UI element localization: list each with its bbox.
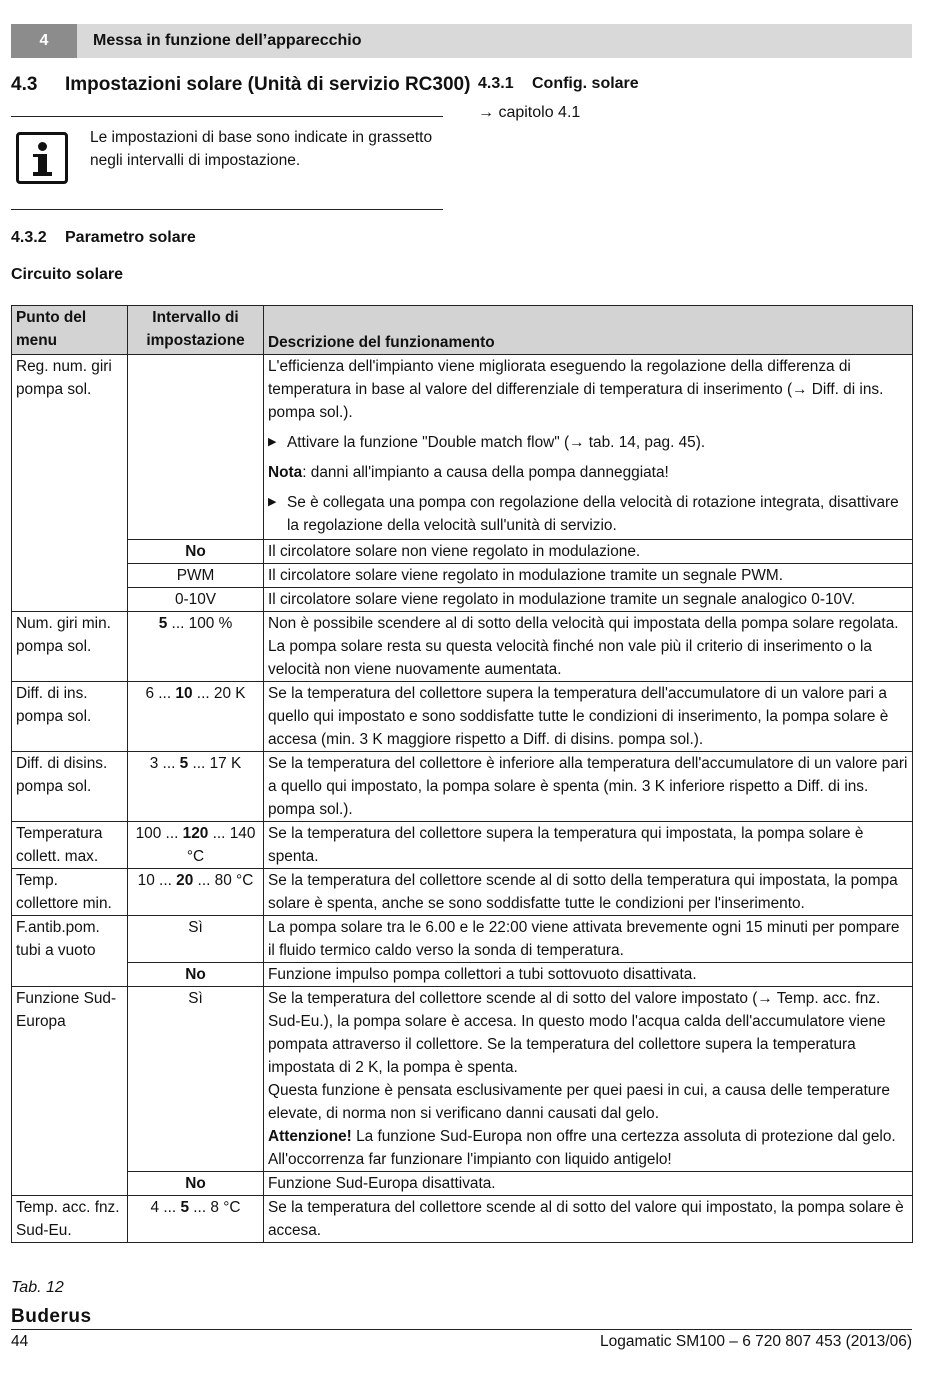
section-number: 4.3.2 [11, 229, 47, 246]
description-cell: Funzione impulso pompa collettori a tubi sottovuoto disattivata. [264, 963, 913, 987]
bullet-triangle-icon: ▶ [268, 436, 277, 448]
section-4-3-heading [11, 74, 470, 96]
description-cell: Se la temperatura del collettore è inferiore alla temperatura dell'accumulatore di un valore pari a quello qui impostato, la pompa solare è spenta (min. 3 K inferiore rispetto a Diff. di ins. pompa sol.). [264, 752, 913, 822]
description-cell: Non è possibile scendere al di sotto della velocità qui impostata della pompa solare regolata. La pompa solare resta su questa velocità finché non vale più il criterio di inserimento o la velocità non viene nuovamente aumentata. [264, 612, 913, 682]
default-value: 5 [158, 615, 168, 632]
description-cell [264, 987, 913, 1172]
description-text: L'efficienza dell'impianto viene migliorata eseguendo la regolazione della differenza di temperatura in base al valore del differenziale di temperatura di inserimento (→ Diff. di ins. pompa sol.). [268, 358, 884, 421]
footer-divider [11, 1329, 912, 1330]
value-cell [128, 355, 264, 540]
table-row [12, 564, 913, 588]
description-cell: Funzione Sud-Europa disattivata. [264, 1172, 913, 1196]
value-cell: 0-10V [128, 588, 264, 612]
range-max: ... 80 °C [193, 872, 254, 889]
info-icon [16, 132, 68, 184]
section-title: Impostazioni solare (Unità di servizio RC300) [65, 74, 471, 95]
chapter-header [11, 24, 912, 58]
document-reference: Logamatic SM100 – 6 720 807 453 (2013/06) [600, 1333, 912, 1350]
value-cell: Sì [128, 987, 264, 1172]
range-max: ... 100 % [167, 615, 233, 632]
warning-text [268, 1125, 908, 1171]
table-row [12, 612, 913, 682]
info-text: Le impostazioni di base sono indicate in grassetto negli intervalli di impostazione. [90, 129, 433, 169]
description-cell: Il circolatore solare non viene regolato in modulazione. [264, 540, 913, 564]
range-min: 10 ... [137, 872, 177, 889]
table-row [12, 752, 913, 822]
table-header-row [12, 306, 913, 355]
range-min: 3 ... [149, 755, 180, 772]
default-value: 20 [176, 872, 194, 889]
table-row [12, 540, 913, 564]
section-4-3-1-heading [478, 75, 639, 93]
parameter-table [11, 305, 913, 1243]
chapter-number: 4 [11, 24, 77, 58]
header-menu: Punto del menu [12, 306, 128, 355]
header-description: Descrizione del funzionamento [264, 306, 913, 355]
chapter-title: Messa in funzione dell’apparecchio [93, 32, 362, 49]
table-row [12, 682, 913, 752]
warning-label: Attenzione! [268, 1128, 352, 1145]
description-cell: La pompa solare tra le 6.00 e le 22:00 viene attivata brevemente ogni 15 minuti per pompare il fluido termico caldo verso la sonda di temperatura. [264, 916, 913, 963]
section-4-3-2-heading [11, 229, 196, 247]
brand-logo: Buderus [11, 1306, 92, 1327]
info-box [11, 116, 443, 210]
range-max: ... 8 °C [189, 1199, 241, 1216]
description-cell: Il circolatore solare viene regolato in modulazione tramite un segnale analogico 0-10V. [264, 588, 913, 612]
note-label: Nota [268, 464, 303, 481]
range-max: ... 20 K [192, 685, 246, 702]
range-min: 6 ... [145, 685, 176, 702]
value-cell [128, 822, 264, 869]
menu-cell: Temperatura collett. max. [12, 822, 128, 869]
description-cell: Se la temperatura del collettore scende al di sotto del valore qui impostato, la pompa solare è accesa. [264, 1196, 913, 1243]
description-cell: Se la temperatura del collettore supera la temperatura qui impostata, la pompa solare è spenta. [264, 822, 913, 869]
value-cell [128, 752, 264, 822]
range-max: ... 140 °C [186, 825, 256, 865]
bullet-triangle-icon: ▶ [268, 496, 277, 508]
table-row [12, 869, 913, 916]
table-row [12, 963, 913, 987]
page-number: 44 [11, 1333, 29, 1350]
value-cell [128, 612, 264, 682]
menu-cell: Temp. acc. fnz. Sud-Eu. [12, 1196, 128, 1243]
menu-cell: Diff. di ins. pompa sol. [12, 682, 128, 752]
range-min: 100 ... [135, 825, 183, 842]
default-value: 5 [179, 755, 189, 772]
range-min: 4 ... [150, 1199, 181, 1216]
description-text: Se la temperatura del collettore scende al di sotto del valore impostato (→ Temp. acc. fnz. Sud-Eu.), la pompa solare è accesa. In questo modo l'acqua calda dell'accumulatore viene pompata attraverso il collettore. Se la temperatura del collettore supera la temperatura impostata di 2 K, la pompa è spenta. [268, 990, 886, 1076]
menu-cell: Temp. collettore min. [12, 869, 128, 916]
value-cell: Sì [128, 916, 264, 963]
table-row [12, 1172, 913, 1196]
value-cell: PWM [128, 564, 264, 588]
menu-cell: Num. giri min. pompa sol. [12, 612, 128, 682]
menu-cell: Reg. num. giri pompa sol. [12, 355, 128, 612]
bullet-text: Attivare la funzione "Double match flow" (→ tab. 14, pag. 45). [287, 434, 706, 451]
default-value: 5 [180, 1199, 189, 1216]
description-cell: Se la temperatura del collettore supera la temperatura dell'accumulatore di un valore pari a quello qui impostato e sono soddisfatte tutte le condizioni di inserimento, la pompa solare è accesa (min. 3 K maggiore rispetto a Diff. di disins. pompa sol.). [264, 682, 913, 752]
table-caption: Tab. 12 [11, 1279, 64, 1296]
bullet-text: Se è collegata una pompa con regolazione della velocità di rotazione integrata, disattivare la regolazione della velocità sull'unità di servizio. [287, 494, 899, 534]
description-cell [264, 355, 913, 540]
table-row [12, 355, 913, 540]
default-value: 120 [182, 825, 209, 842]
default-value: 10 [175, 685, 193, 702]
value-cell: No [128, 1172, 264, 1196]
range-max: ... 17 K [188, 755, 242, 772]
header-range: Intervallo di impostazione [128, 306, 264, 355]
description-cell: Il circolatore solare viene regolato in modulazione tramite un segnale PWM. [264, 564, 913, 588]
note-body: : danni all'impianto a causa della pompa danneggiata! [302, 464, 669, 481]
menu-cell: Funzione Sud-Europa [12, 987, 128, 1196]
chapter-reference-link[interactable]: → capitolo 4.1 [478, 104, 581, 121]
section-title: Parametro solare [65, 229, 196, 246]
section-number: 4.3.1 [478, 75, 514, 92]
note-text [268, 461, 908, 484]
menu-cell: F.antib.pom. tubi a vuoto [12, 916, 128, 987]
value-cell: No [128, 540, 264, 564]
description-cell: Se la temperatura del collettore scende al di sotto della temperatura qui impostata, la pompa solare è spenta, anche se sono soddisfatte tutte le condizioni per l'inserimento. [264, 869, 913, 916]
bullet-item [268, 491, 908, 537]
value-cell [128, 682, 264, 752]
value-cell [128, 869, 264, 916]
table-row [12, 916, 913, 963]
warning-body: La funzione Sud-Europa non offre una certezza assoluta di protezione dal gelo. All'occorrenza far funzionare l'impianto con liquido antigelo! [268, 1128, 896, 1168]
section-title: Config. solare [532, 75, 639, 92]
menu-cell: Diff. di disins. pompa sol. [12, 752, 128, 822]
table-row [12, 1196, 913, 1243]
description-text: Questa funzione è pensata esclusivamente per quei paesi in cui, a causa delle temperature elevate, di norma non si verificano danni causati dal gelo. [268, 1082, 890, 1122]
value-cell: No [128, 963, 264, 987]
subsection-title: Circuito solare [11, 266, 124, 283]
section-number: 4.3 [11, 74, 38, 95]
value-cell [128, 1196, 264, 1243]
table-row [12, 588, 913, 612]
bullet-item [268, 431, 908, 454]
table-row [12, 987, 913, 1172]
table-row [12, 822, 913, 869]
